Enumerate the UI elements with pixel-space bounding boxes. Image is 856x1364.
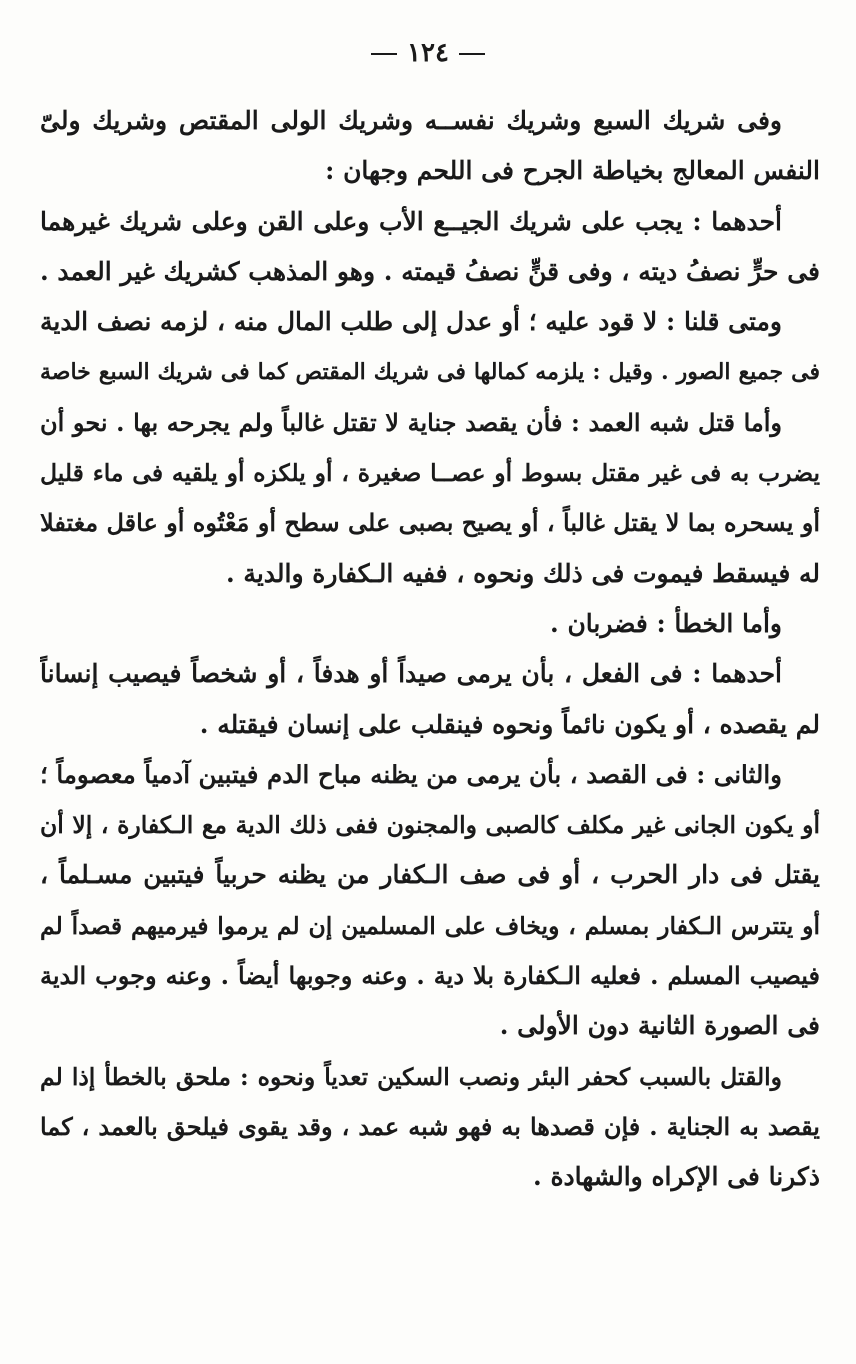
- text-line: فيصيب المسلم . فعليه الـكفارة بلا دية . وعنه وجوبها أيضاً . وعنه وجوب الدية: [40, 961, 820, 991]
- text-line: يقصد به الجناية . فإن قصدها به فهو شبه عمد ، وقد يقوى فيلحق بالعمد ، كما: [40, 1111, 820, 1141]
- text-line: النفس المعالج بخياطة الجرح فى اللحم وجهان :: [325, 156, 820, 186]
- text-line: وأما قتل شبه العمد : فأن يقصد جناية لا تقتل غالباً ولم يجرحه بها . نحو أن: [40, 407, 782, 437]
- page-number-text: ١٢٤: [407, 38, 449, 68]
- text-line: والقتل بالسبب كحفر البئر ونصب السكين تعدياً ونحوه : ملحق بالخطأ إذا لم: [40, 1062, 782, 1091]
- page-text: [40, 96, 820, 1203]
- text-line: أو يتترس الـكفار بمسلم ، ويخاف على المسلمين إن لم يرموا فيرميهم قصداً لم: [40, 911, 820, 940]
- text-line: أو يسحره بما لا يقتل غالباً ، أو يصيح بصبى على سطح أو مَعْتُوه أو عاقل مغتفلا: [40, 508, 820, 538]
- text-line: أحدهما : يجب على شريك الجيــع الأب وعلى القن وعلى شريك غيرهما: [40, 206, 782, 236]
- text-line: وفى شريك السبع وشريك نفســه وشريك الولى المقتص وشريك ولىّ: [40, 106, 782, 135]
- text-line: أحدهما : فى الفعل ، بأن يرمى صيداً أو هدفاً ، أو شخصاً فيصيب إنساناً: [40, 659, 782, 689]
- text-line: ذكرنا فى الإكراه والشهادة .: [533, 1162, 820, 1192]
- text-line: يقتل فى دار الحرب ، أو فى صف الـكفار من يظنه حربياً فيتبين مسـلماً ،: [40, 860, 820, 890]
- text-line: والثانى : فى القصد ، بأن يرمى من يظنه مباح الدم فيتبين آدمياً معصوماً ؛: [40, 759, 782, 789]
- text-line: وأما الخطأ : فضربان .: [550, 608, 782, 638]
- page-number-dash-left: [459, 53, 485, 55]
- text-line: أو يكون الجانى غير مكلف كالصبى والمجنون ففى ذلك الدية مع الـكفارة ، إلا أن: [40, 811, 820, 840]
- text-line: ومتى قلنا : لا قود عليه ؛ أو عدل إلى طلب المال منه ، لزمه نصف الدية: [40, 307, 782, 337]
- page-number-dash-right: [371, 53, 397, 55]
- text-line: فى حرٍّ نصفُ ديته ، وفى قنٍّ نصفُ قيمته . وهو المذهب كشريك غير العمد .: [40, 256, 820, 286]
- text-line: له فيسقط فيموت فى ذلك ونحوه ، ففيه الـكفارة والدية .: [226, 558, 820, 588]
- page-number: [0, 38, 856, 68]
- text-line: لم يقصده ، أو يكون نائماً ونحوه فينقلب على إنسان فيقتله .: [199, 709, 820, 739]
- text-line: يضرب به فى غير مقتل بسوط أو عصــا صغيرة ، أو يلكزه أو يلقيه فى ماء قليل: [40, 459, 820, 488]
- text-line: فى الصورة الثانية دون الأولى .: [499, 1011, 820, 1041]
- text-line: فى جميع الصور . وقيل : يلزمه كمالها فى شريك المقتص كما فى شريك السبع خاصة: [40, 359, 820, 386]
